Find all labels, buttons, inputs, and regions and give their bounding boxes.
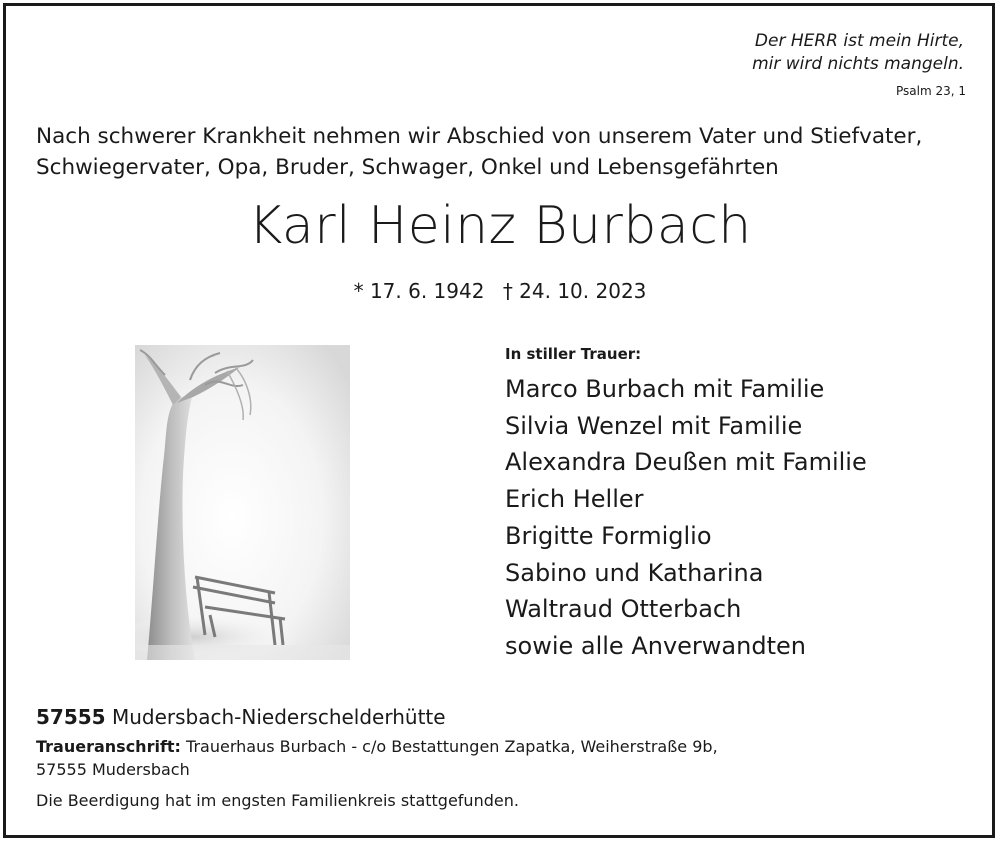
tree-bench-illustration	[135, 345, 350, 660]
address-line-1: Trauerhaus Burbach - c/o Bestattungen Zapatka, Weiherstraße 9b,	[186, 737, 718, 756]
mourners-list	[505, 371, 867, 665]
verse-reference: Psalm 23, 1	[895, 84, 966, 98]
town: Mudersbach-Niederschelderhütte	[111, 705, 446, 729]
mourning-heading: In stiller Trauer:	[505, 345, 642, 363]
verse-line-1: Der HERR ist mein Hirte,	[754, 31, 964, 51]
intro-line-2: Schwiegervater, Opa, Bruder, Schwager, Onkel und Lebensgefährten	[36, 155, 779, 180]
list-item: Waltraud Otterbach	[505, 595, 742, 624]
list-item: Marco Burbach mit Familie	[505, 375, 825, 403]
address-line-2: 57555 Mudersbach	[36, 760, 190, 779]
postcode: 57555	[36, 705, 106, 729]
list-item: Erich Heller	[505, 485, 644, 514]
verse-line-2: mir wird nichts mangeln.	[752, 54, 964, 74]
list-item: Silvia Wenzel mit Familie	[505, 411, 803, 440]
intro-line-1: Nach schwerer Krankheit nehmen wir Abschied von unserem Vater und Stiefvater,	[36, 124, 923, 149]
life-dates	[0, 279, 1000, 303]
death-date: † 24. 10. 2023	[502, 279, 647, 303]
list-item: Brigitte Formiglio	[505, 521, 712, 550]
list-item: Sabino und Katharina	[505, 558, 764, 587]
place-line	[36, 705, 446, 729]
address-label: Traueranschrift:	[36, 737, 181, 756]
deceased-name: Karl Heinz Burbach	[248, 196, 752, 256]
list-item: Alexandra Deußen mit Familie	[505, 448, 867, 477]
birth-date: * 17. 6. 1942	[353, 279, 485, 303]
intro-text	[36, 121, 976, 183]
mourning-address	[36, 735, 718, 781]
bible-verse	[752, 30, 964, 76]
list-item: sowie alle Anverwandten	[505, 631, 806, 660]
burial-note: Die Beerdigung hat im engsten Familienkreis stattgefunden.	[36, 791, 519, 810]
